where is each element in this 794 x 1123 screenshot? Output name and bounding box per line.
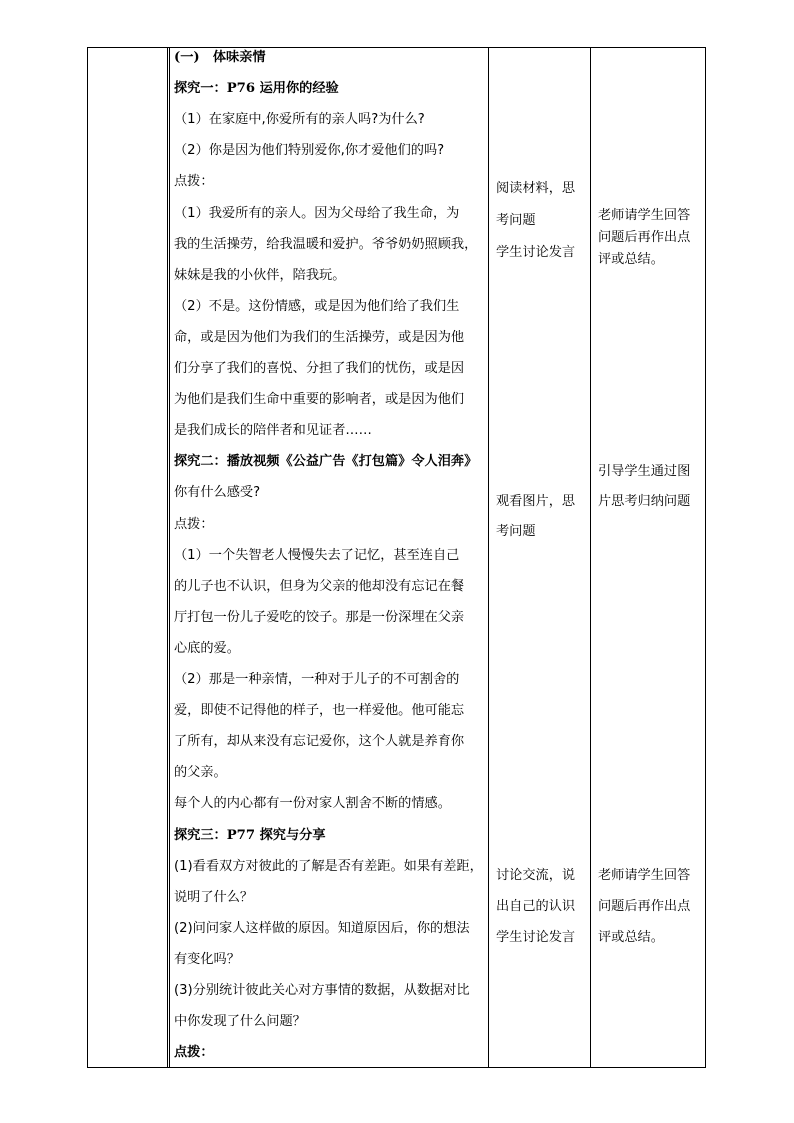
content-line: 的父亲。 — [174, 765, 227, 781]
column-divider — [488, 47, 489, 1068]
content-line: （2）你是因为他们特别爱你,你才爱他们的吗? — [174, 143, 445, 159]
student-activity-1-line: 阅读材料，思 — [496, 181, 576, 196]
content-line: （1）在家庭中,你爱所有的亲人吗?为什么? — [174, 112, 425, 128]
section-heading: (一) 体味亲情 — [174, 50, 266, 65]
content-line: （1）我爱所有的亲人。因为父母给了我生命，为 — [174, 205, 460, 221]
teacher-activity-1-line: 老师请学生回答 — [598, 208, 691, 223]
content-line: 有变化吗？ — [174, 951, 240, 967]
content-line: （2）那是一种亲情，一种对于儿子的不可割舍的 — [174, 672, 460, 687]
content-line: 每个人的内心都有一份对家人割舍不断的情感。 — [174, 796, 451, 812]
content-line: 中你发现了什么问题？ — [174, 1014, 306, 1030]
content-line: 命，或是因为他们为我们的生活操劳，或是因为他 — [174, 329, 465, 345]
section-heading: 探究一：P76 运用你的经验 — [174, 81, 339, 97]
content-line: 我的生活操劳，给我温暖和爱护。爷爷奶奶照顾我， — [174, 236, 478, 252]
student-activity-3-line: 出自己的认识 — [496, 899, 576, 914]
column-divider — [590, 47, 591, 1068]
teacher-activity-2-line: 片思考归纳问题 — [598, 494, 691, 509]
student-activity-3-line: 学生讨论发言 — [496, 930, 576, 945]
section-heading: 探究二：播放视频《公益广告《打包篇》令人泪奔》 — [174, 454, 478, 470]
student-activity-2-line: 观看图片，思 — [496, 494, 576, 509]
content-line: 了所有，却从来没有忘记爱你，这个人就是养育你 — [174, 734, 465, 750]
content-line: 为他们是我们生命中重要的影响者，或是因为他们 — [174, 392, 465, 408]
content-line: (2)问问家人这样做的原因。知道原因后，你的想法 — [174, 920, 470, 936]
content-line: （2）不是。这份情感，或是因为他们给了我们生 — [174, 298, 460, 314]
student-activity-2-line: 考问题 — [496, 524, 536, 539]
content-line: 是我们成长的陪伴者和见证者…… — [174, 423, 372, 439]
student-activity-1-line: 学生讨论发言 — [496, 245, 576, 260]
content-line: 心底的爱。 — [174, 640, 240, 656]
teacher-activity-1-line: 问题后再作出点 — [598, 230, 691, 245]
content-line: 你有什么感受? — [174, 485, 261, 501]
teacher-activity-2-line: 引导学生通过图 — [598, 464, 691, 479]
section-heading: 点拨： — [174, 1045, 214, 1061]
content-line: 妹妹是我的小伙伴，陪我玩。 — [174, 267, 346, 283]
content-line: 们分享了我们的喜悦、分担了我们的忧伤，或是因 — [174, 361, 465, 376]
teacher-activity-3-line: 评或总结。 — [598, 930, 664, 945]
student-activity-3-line: 讨论交流，说 — [496, 868, 576, 883]
student-activity-1-line: 考问题 — [496, 213, 536, 228]
content-line: 厅打包一份儿子爱吃的饺子。那是一份深埋在父亲 — [174, 609, 465, 625]
teacher-activity-3-line: 问题后再作出点 — [598, 899, 691, 914]
section-heading: 探究三：P77 探究与分享 — [174, 827, 326, 843]
content-line: 点拨： — [174, 174, 214, 190]
content-line: (1)看看双方对彼此的了解是否有差距。如果有差距， — [174, 858, 483, 874]
teacher-activity-1-line: 评或总结。 — [598, 252, 664, 267]
teacher-activity-3-line: 老师请学生回答 — [598, 868, 691, 883]
content-line: （1）一个失智老人慢慢失去了记忆，甚至连自己 — [174, 547, 460, 563]
content-line: 爱，即使不记得他的样子，也一样爱他。他可能忘 — [174, 703, 465, 719]
column-divider — [167, 47, 168, 1068]
content-line: 点拨： — [174, 516, 214, 532]
column-divider — [169, 47, 170, 1068]
content-line: 的儿子也不认识，但身为父亲的他却没有忘记在餐 — [174, 578, 465, 594]
content-line: (3)分别统计彼此关心对方事情的数据，从数据对比 — [174, 983, 470, 998]
content-line: 说明了什么？ — [174, 889, 254, 905]
